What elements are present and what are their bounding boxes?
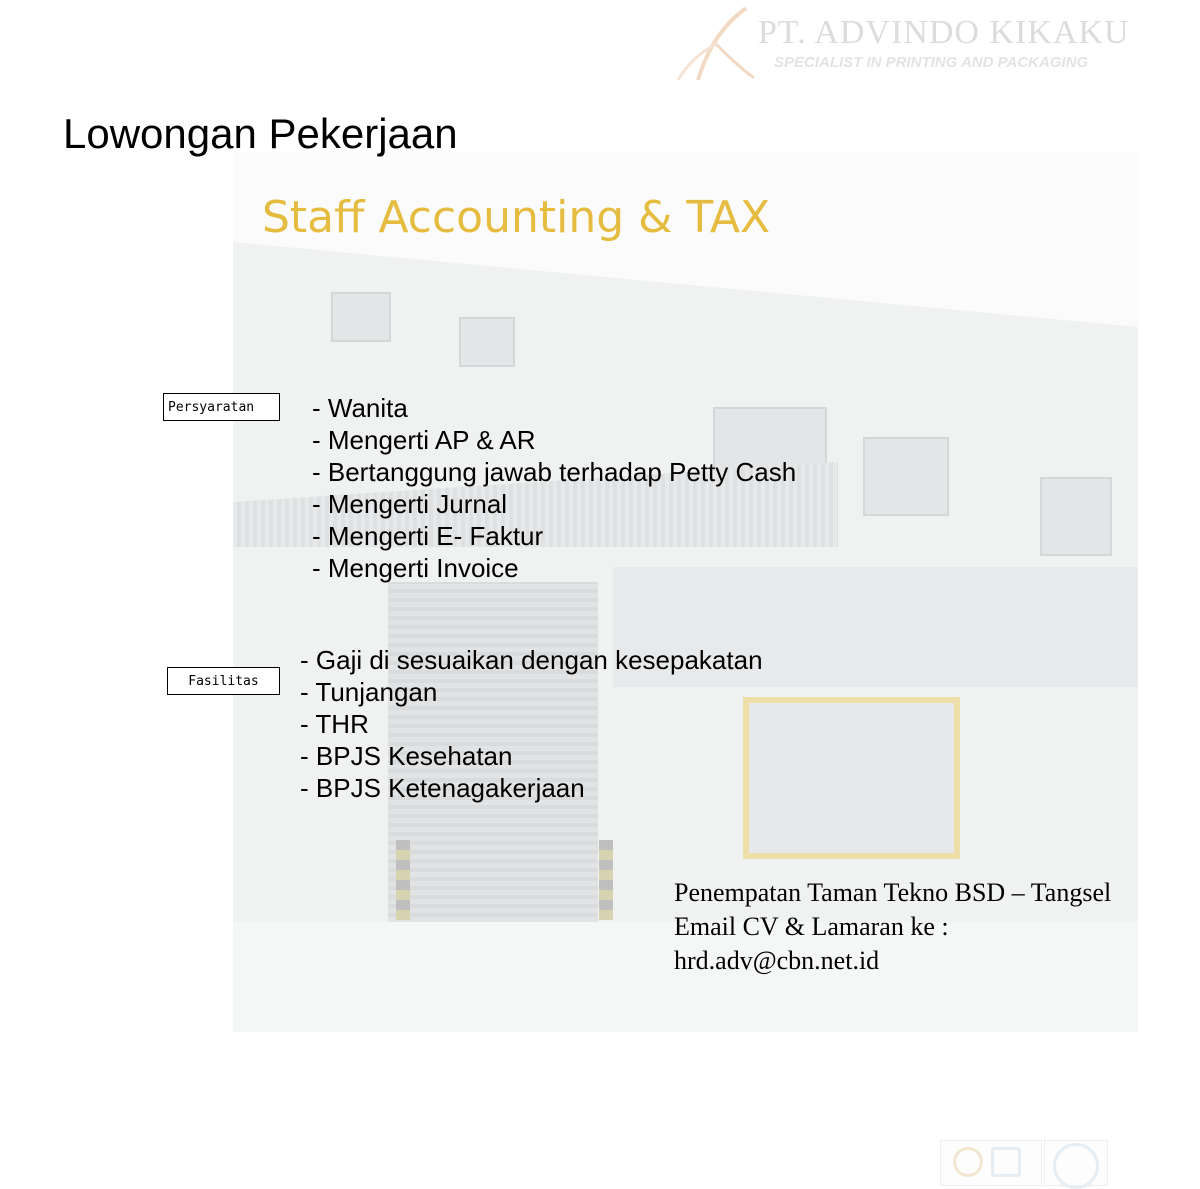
list-item: - Wanita xyxy=(312,393,408,423)
list-item: - THR xyxy=(300,709,369,739)
ak-logo-icon xyxy=(668,4,758,84)
certification-badge-icon xyxy=(940,1140,1042,1186)
certification-badge-icon xyxy=(1044,1140,1108,1186)
email-address[interactable]: hrd.adv@cbn.net.id xyxy=(674,946,880,975)
list-item: - Tunjangan xyxy=(300,677,438,707)
company-tagline: SPECIALIST IN PRINTING AND PACKAGING xyxy=(774,54,1089,71)
list-item: - Mengerti Invoice xyxy=(312,553,519,583)
list-item: - Gaji di sesuaikan dengan kesepakatan xyxy=(300,645,763,675)
facilities-list xyxy=(300,644,763,804)
list-item: - Mengerti AP & AR xyxy=(312,425,536,455)
company-name: PT. ADVINDO KIKAKU xyxy=(758,14,1130,51)
facilities-label: Fasilitas xyxy=(167,667,280,695)
email-instruction: Email CV & Lamaran ke : xyxy=(674,912,949,941)
list-item: - Mengerti Jurnal xyxy=(312,489,508,519)
list-item: - Bertanggung jawab terhadap Petty Cash xyxy=(312,457,797,487)
company-logo xyxy=(660,0,1130,90)
requirements-label: Persyaratan xyxy=(163,393,280,421)
requirements-list xyxy=(312,392,796,584)
list-item: - BPJS Ketenagakerjaan xyxy=(300,773,585,803)
contact-info xyxy=(674,876,1111,978)
job-title: Staff Accounting & TAX xyxy=(262,192,771,243)
page-title: Lowongan Pekerjaan xyxy=(63,110,458,157)
placement-location: Penempatan Taman Tekno BSD – Tangsel xyxy=(674,878,1112,907)
list-item: - BPJS Kesehatan xyxy=(300,741,513,771)
list-item: - Mengerti E- Faktur xyxy=(312,521,544,551)
